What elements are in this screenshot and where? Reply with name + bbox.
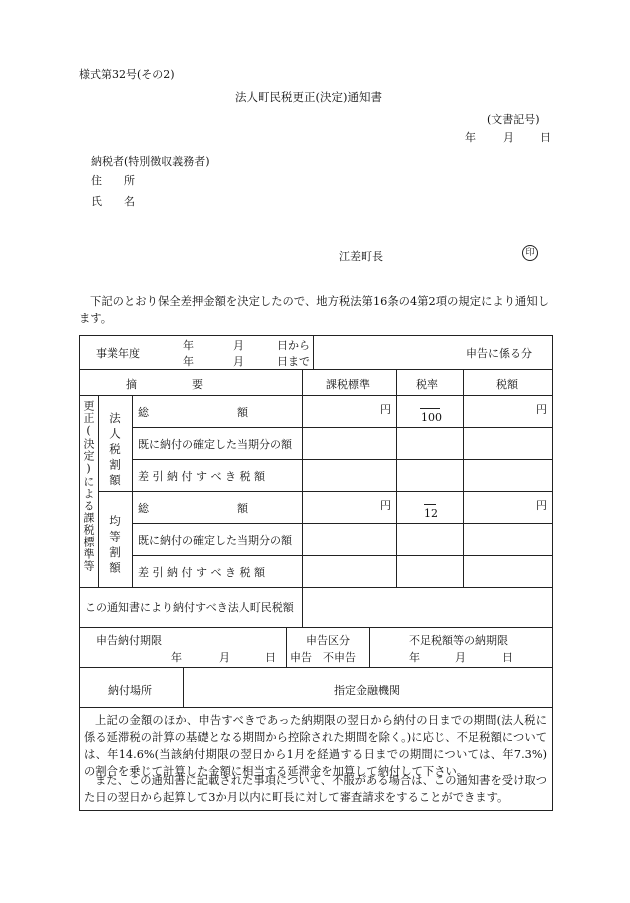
payment-place-label: 納付場所 [108,684,152,697]
shortfall-deadline-year: 年 [409,651,420,664]
equal-total-label: 総 額 [138,502,248,515]
period-from-year: 年 [183,339,194,352]
filing-deadline-day: 日 [265,651,276,664]
equal-base-yen: 円 [380,499,391,512]
equal-balance-label: 差 引 納 付 す べ き 税 額 [138,566,265,579]
form-number: 様式第32号(その2) [79,68,175,81]
period-to-month: 月 [233,355,244,368]
issuer-name: 江差町長 [339,250,383,263]
business-year-label: 事業年度 [96,347,140,360]
period-to-day: 日まで [277,355,310,368]
period-from-month: 月 [233,339,244,352]
declaration-label: 申告に係る分 [466,347,532,360]
payment-place-value: 指定金融機関 [334,684,400,697]
summary-header: 摘 要 [126,378,203,391]
late-fee-notice: 上記の金額のほか、申告すべきであった納期限の翌日から納付の日までの期間(法人税に係る延滞税の計算の基礎となる期間から控除された期間を除く。)に応じ、不足税額については、年14.6%(当該納付期限の翌日から1月を経過する日までの期間については、年7.3%)の割合を乗じて計算した金額に相当する延滞金を加算して納付して下さい。 [84,714,547,778]
document-reference: (文書記号) [487,113,540,126]
period-from-day: 日から [277,339,310,352]
reassessment-group-label: 更正(決定)による課税標準等 [82,400,95,572]
taxable-base-header: 課税標準 [326,378,370,391]
tax-rate-header: 税率 [416,378,438,391]
corp-base-yen: 円 [380,403,391,416]
page-title: 法人町民税更正(決定)通知書 [235,90,382,104]
intro-text: 下記のとおり保全差押金額を決定したので、地方税法第16条の4第2項の規定により通知します。 [79,295,549,325]
taxpayer-label: 納税者(特別徴収義務者) [91,155,210,168]
name-label: 氏 名 [91,195,135,208]
equal-rate-bar [424,494,436,505]
equal-confirmed-label: 既に納付の確定した当期分の額 [138,534,292,547]
corp-amount-yen: 円 [536,403,547,416]
period-to-year: 年 [183,355,194,368]
shortfall-deadline-day: 日 [502,651,513,664]
issue-date-year: 年 [465,131,476,144]
filing-category-label: 申告区分 [306,634,350,647]
equal-levy-label: 均等割額 [108,515,122,577]
corp-confirmed-label: 既に納付の確定した当期分の額 [138,438,292,451]
shortfall-deadline-label: 不足税額等の納期限 [409,634,508,647]
equal-rate-denominator: 12 [424,507,438,520]
notice-total-label: この通知書により納付すべき法人町民税額 [85,601,294,614]
address-label: 住 所 [91,174,135,187]
corp-total-label: 総 額 [138,406,248,419]
seal-mark: 印 [522,245,538,261]
tax-amount-header: 税額 [496,378,518,391]
corp-rate-bar [420,398,440,409]
filing-category-options: 申告 不申告 [290,651,356,664]
filing-deadline-year: 年 [171,651,182,664]
issue-date-day: 日 [540,131,551,144]
filing-deadline-label: 申告納付期限 [96,634,162,647]
shortfall-deadline-month: 月 [455,651,466,664]
issue-date-month: 月 [503,131,514,144]
corporate-tax-label: 法人税割額 [108,412,122,490]
appeal-notice: また、この通知書に記載された事項について、不服がある場合は、この通知書を受け取つた日の翌日から起算して3か月以内に町長に対して審査請求をすることができます。 [84,774,547,804]
filing-deadline-month: 月 [219,651,230,664]
corp-balance-label: 差 引 納 付 す べ き 税 額 [138,470,265,483]
corp-rate-denominator: 100 [421,411,442,424]
equal-amount-yen: 円 [536,499,547,512]
